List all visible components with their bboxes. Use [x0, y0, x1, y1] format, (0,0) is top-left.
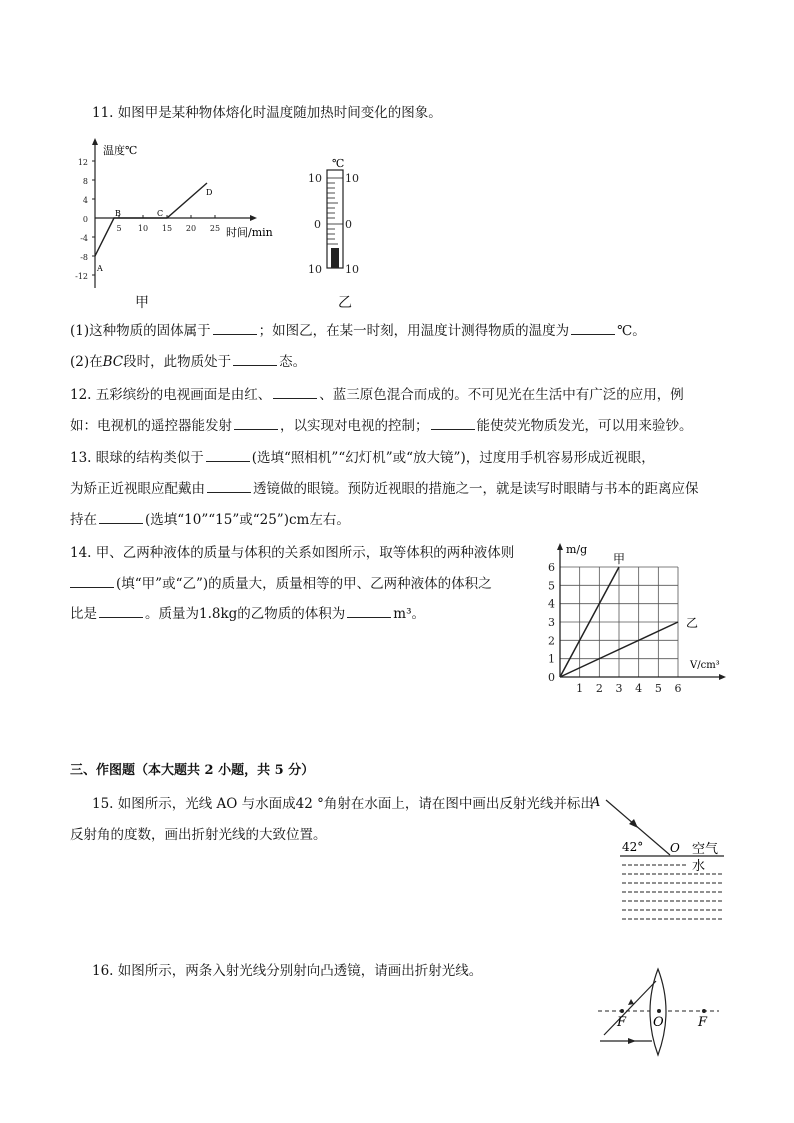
thermo-left-top: 10	[308, 172, 322, 185]
angle-label: 42°	[622, 840, 644, 854]
q11-thermometer	[305, 158, 375, 278]
ytick: -4	[80, 234, 88, 243]
answer-blank[interactable]	[99, 605, 143, 618]
xtick: 20	[185, 224, 197, 233]
q12-line1	[70, 386, 684, 404]
answer-blank[interactable]	[273, 386, 317, 399]
y-axis-arrow	[557, 543, 563, 550]
point-c: C	[157, 209, 164, 218]
q12-line1-b: 、蓝三原色混合而成的。不可见光在生活中有广泛的应用，例	[319, 387, 684, 403]
xtick: 15	[161, 224, 173, 233]
point-a: A	[97, 264, 103, 273]
thermo-right-mid: 0	[345, 218, 352, 231]
point-b: B	[115, 209, 121, 218]
q11-sub1	[70, 322, 646, 340]
ytick: 4	[548, 597, 555, 611]
ytick: 0	[82, 215, 88, 224]
chart-xlabel: V/cm³	[690, 660, 720, 671]
label-o: O	[653, 1015, 664, 1030]
thermo-left-bot: 10	[308, 263, 322, 276]
ytick: 8	[82, 177, 88, 186]
q15-line1: 15. 如图所示，光线 AO 与水面成42 °角射在水面上，请在图中画出反射光线并标出	[92, 796, 594, 812]
xtick: 6	[674, 682, 682, 695]
ytick: 3	[548, 616, 555, 629]
q14-line1: 14. 甲、乙两种液体的质量与体积的关系如图所示，取等体积的两种液体则	[70, 545, 515, 561]
q13-line1	[70, 449, 655, 467]
answer-blank[interactable]	[213, 322, 257, 335]
chart-grid	[560, 567, 678, 677]
label-a: A	[591, 795, 601, 810]
xtick: 2	[595, 682, 603, 695]
ytick: -12	[75, 272, 88, 281]
q11-temperature-graph	[70, 138, 273, 318]
q13-line3	[70, 511, 350, 529]
q14-line3	[70, 605, 425, 623]
thermo-liquid	[331, 248, 339, 268]
ytick: 4	[82, 196, 88, 205]
xtick: 3	[615, 682, 623, 695]
chart-series	[560, 552, 698, 677]
xtick: 5	[116, 224, 122, 233]
q12-line1-a: 12. 五彩缤纷的电视画面是由红、	[70, 387, 272, 403]
q13-line3-b: (选填“10”“15”或“25”)cm左右。	[145, 512, 350, 528]
series-label: 甲	[613, 552, 626, 566]
graph-xticks	[116, 224, 220, 233]
q14-line3-c: m³。	[393, 606, 426, 622]
chart-yticks	[548, 561, 555, 684]
q11-stem: 11. 如图甲是某种物体熔化时温度随加热时间变化的图象。	[92, 105, 442, 121]
q11-sub2-bc: BC	[102, 354, 124, 370]
ytick: 5	[548, 579, 555, 593]
answer-blank[interactable]	[233, 353, 277, 366]
answer-blank[interactable]	[234, 417, 278, 430]
q11-sub2-b: 段时，此物质处于	[123, 354, 232, 370]
chart-ylabel: m/g	[566, 543, 588, 556]
q13-line1-a: 13. 眼球的结构类似于	[70, 450, 204, 466]
ytick: -8	[80, 253, 88, 262]
ytick: 6	[548, 561, 555, 574]
q16-line1: 16. 如图所示，两条入射光线分别射向凸透镜，请画出折射光线。	[92, 963, 483, 979]
ytick: 1	[548, 652, 555, 666]
q11-sub2-c: 态。	[279, 354, 307, 370]
thermo-right-bot: 10	[345, 263, 359, 276]
answer-blank[interactable]	[431, 417, 475, 430]
q13-line1-b: (选填“照相机”“幻灯机”或“放大镜”)，过度用手机容易形成近视眼，	[251, 450, 655, 466]
label-f-left: F	[617, 1015, 627, 1030]
q13-line2-a: 为矫正近视眼应配戴由	[70, 481, 205, 497]
q13-line2	[70, 480, 699, 498]
xtick: 4	[635, 682, 643, 695]
q11-sub2-a: (2)在	[70, 354, 103, 370]
x-axis-arrow	[719, 674, 726, 680]
point-d: D	[206, 188, 213, 197]
answer-blank[interactable]	[206, 449, 250, 462]
ytick: 2	[548, 634, 555, 648]
q14-line3-a: 比是	[70, 606, 97, 622]
label-f-right: F	[698, 1015, 708, 1030]
water-hatching	[622, 865, 722, 919]
q12-line2-b: ，以实现对电视的控制；	[280, 418, 429, 434]
answer-blank[interactable]	[347, 605, 391, 618]
q11-sub1-c: ℃。	[617, 323, 646, 339]
thermo-caption: 乙	[338, 295, 352, 311]
section-title: 三、作图题（本大题共 2 小题，共 5 分）	[70, 763, 315, 778]
xtick: 1	[576, 682, 584, 695]
thermo-right-top: 10	[345, 172, 359, 185]
q13-line2-b: 透镜做的眼镜。预防近视眼的措施之一，就是读写时眼睛与书本的距离应保	[253, 481, 699, 497]
q16-convex-lens-figure	[596, 965, 721, 1060]
q14-line3-b: 。质量为1.8kg的乙物质的体积为	[145, 606, 346, 622]
ytick: 12	[77, 158, 88, 167]
answer-blank[interactable]	[99, 511, 143, 524]
q11-sub2	[70, 353, 306, 371]
q12-line2	[70, 417, 693, 435]
series-label: 乙	[686, 616, 699, 630]
graph-caption: 甲	[135, 295, 149, 311]
answer-blank[interactable]	[70, 575, 114, 588]
graph-ylabel: 温度℃	[103, 144, 138, 157]
q12-line2-c: 能使荧光物质发光，可以用来验钞。	[476, 418, 693, 434]
q14-line2-b: (填“甲”或“乙”)的质量大，质量相等的甲、乙两种液体的体积之	[116, 576, 492, 592]
q15-reflection-figure	[588, 790, 728, 925]
ray-through-focus	[604, 981, 656, 1035]
label-o: O	[670, 841, 680, 855]
graph-yticks	[75, 158, 88, 281]
answer-blank[interactable]	[207, 480, 251, 493]
q15-line2: 反射角的度数，画出折射光线的大致位置。	[70, 827, 327, 843]
ytick: 0	[548, 671, 555, 684]
xtick: 5	[654, 682, 662, 695]
q13-line3-a: 持在	[70, 512, 97, 528]
answer-blank[interactable]	[571, 322, 615, 335]
label-water: 水	[692, 859, 706, 874]
q12-line2-a: 如：电视机的遥控器能发射	[70, 418, 232, 434]
xtick: 25	[209, 224, 221, 233]
label-air: 空气	[692, 842, 719, 857]
thermo-left-mid: 0	[314, 218, 321, 231]
xtick: 10	[137, 224, 149, 233]
chart-xticks	[576, 682, 681, 695]
q11-sub1-b: ；如图乙，在某一时刻，用温度计测得物质的温度为	[258, 323, 570, 339]
q14-mass-volume-chart	[540, 540, 730, 705]
graph-xlabel: 时间/min	[226, 226, 273, 239]
thermo-unit: ℃	[332, 157, 345, 170]
q14-line2	[70, 575, 492, 593]
melting-curve	[95, 183, 207, 256]
q11-sub1-a: (1)这种物质的固体属于	[70, 323, 211, 339]
